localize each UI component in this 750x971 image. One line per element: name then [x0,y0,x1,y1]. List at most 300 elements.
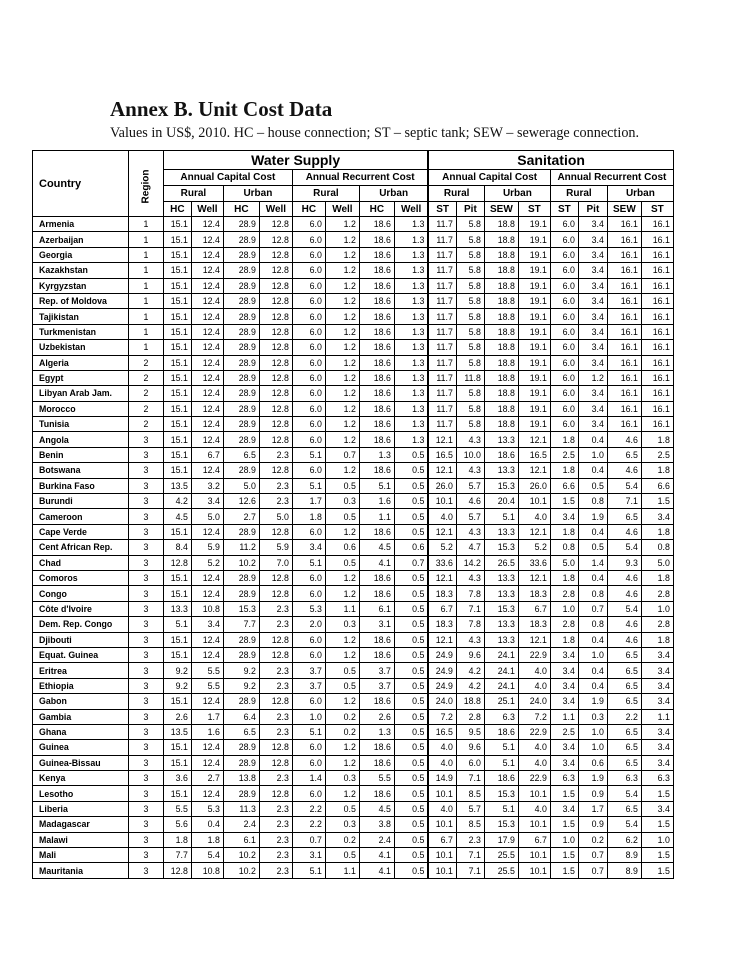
value-cell: 28.9 [223,524,259,539]
value-cell: 5.7 [456,509,484,524]
value-cell: 18.6 [359,401,394,416]
value-cell: 28.9 [223,417,259,432]
value-cell: 12.8 [259,570,292,585]
country-cell: Tajikistan [33,309,129,324]
value-cell: 12.4 [191,632,223,647]
country-cell: Cape Verde [33,524,129,539]
value-cell: 6.3 [607,771,641,786]
value-cell: 1.3 [394,340,428,355]
value-cell: 1.1 [359,509,394,524]
value-cell: 6.0 [292,570,325,585]
value-cell: 5.7 [456,478,484,493]
value-cell: 33.6 [518,555,550,570]
value-cell: 1.7 [292,494,325,509]
value-cell: 18.6 [359,355,394,370]
value-cell: 18.6 [359,786,394,801]
value-cell: 3.4 [550,801,578,816]
value-cell: 6.0 [550,263,578,278]
value-cell: 12.6 [223,494,259,509]
value-cell: 0.5 [394,447,428,462]
value-cell: 13.3 [484,524,518,539]
value-cell: 5.8 [456,324,484,339]
value-cell: 24.9 [428,678,456,693]
value-cell: 1.2 [325,293,359,308]
country-cell: Azerbaijan [33,232,129,247]
value-cell: 1.2 [325,217,359,232]
value-cell: 1.3 [394,417,428,432]
value-cell: 11.7 [428,401,456,416]
country-cell: Congo [33,586,129,601]
value-cell: 1.0 [641,601,673,616]
value-cell: 1.6 [191,724,223,739]
table-row [33,494,674,509]
value-cell: 15.1 [163,340,191,355]
value-cell: 5.4 [607,540,641,555]
value-cell: 6.0 [292,647,325,662]
value-cell: 0.5 [394,570,428,585]
value-cell: 12.8 [259,232,292,247]
value-cell: 4.0 [518,755,550,770]
value-cell: 0.5 [394,709,428,724]
table-row [33,463,674,478]
value-cell: 1.2 [325,355,359,370]
country-cell: Libyan Arab Jam. [33,386,129,401]
value-cell: 12.8 [259,340,292,355]
value-cell: 13.3 [484,432,518,447]
region-cell: 3 [129,463,164,478]
value-cell: 12.8 [259,293,292,308]
region-cell: 3 [129,632,164,647]
value-cell: 22.9 [518,724,550,739]
value-cell: 2.2 [292,817,325,832]
value-cell: 16.1 [641,309,673,324]
value-cell: 5.1 [484,801,518,816]
value-cell: 2.8 [550,586,578,601]
value-cell: 3.8 [359,817,394,832]
country-cell: Mali [33,848,129,863]
value-cell: 6.5 [607,694,641,709]
value-cell: 5.5 [191,663,223,678]
value-cell: 0.8 [578,586,607,601]
value-cell: 10.0 [456,447,484,462]
region-column-header: Region [129,151,164,217]
value-cell: 5.2 [428,540,456,555]
value-cell: 3.4 [641,663,673,678]
value-cell: 4.6 [607,617,641,632]
value-cell: 18.8 [484,293,518,308]
value-cell: 6.5 [607,647,641,662]
value-cell: 3.4 [641,647,673,662]
value-cell: 0.5 [394,617,428,632]
value-cell: 13.8 [223,771,259,786]
value-cell: 12.4 [191,309,223,324]
value-cell: 16.1 [641,278,673,293]
value-cell: 0.8 [578,617,607,632]
value-cell: 16.1 [641,324,673,339]
value-cell: 0.5 [394,724,428,739]
value-cell: 12.1 [428,632,456,647]
country-cell: Gambia [33,709,129,724]
value-cell: 0.4 [578,463,607,478]
region-cell: 3 [129,848,164,863]
value-cell: 19.1 [518,370,550,385]
value-cell: 6.7 [191,447,223,462]
value-cell: 4.3 [456,570,484,585]
region-cell: 3 [129,709,164,724]
value-cell: 6.0 [550,232,578,247]
value-cell: 10.2 [223,848,259,863]
value-cell: 18.6 [359,586,394,601]
value-cell: 1.5 [641,786,673,801]
value-cell: 12.8 [259,524,292,539]
value-cell: 4.6 [607,570,641,585]
value-cell: 11.8 [456,370,484,385]
value-cell: 18.6 [359,694,394,709]
value-cell: 8.5 [456,817,484,832]
value-cell: 15.1 [163,570,191,585]
value-cell: 6.0 [456,755,484,770]
value-cell: 18.6 [359,463,394,478]
country-cell: Turkmenistan [33,324,129,339]
value-cell: 0.7 [292,832,325,847]
value-cell: 19.1 [518,355,550,370]
value-cell: 18.6 [359,232,394,247]
value-cell: 1.0 [578,447,607,462]
value-cell: 0.5 [394,601,428,616]
value-cell: 18.8 [484,309,518,324]
page-subtitle: Values in US$, 2010. HC – house connection; ST – septic tank; SEW – sewerage connection. [110,125,640,141]
table-row [33,417,674,432]
value-cell: 0.5 [394,771,428,786]
value-cell: 3.4 [292,540,325,555]
value-cell: 1.5 [550,786,578,801]
value-cell: 3.4 [578,340,607,355]
value-cell: 5.1 [292,478,325,493]
value-cell: 4.6 [607,524,641,539]
value-cell: 3.1 [359,617,394,632]
value-cell: 24.9 [428,663,456,678]
table-row [33,324,674,339]
value-cell: 3.4 [578,417,607,432]
value-cell: 6.0 [292,386,325,401]
value-cell: 0.5 [394,817,428,832]
value-cell: 2.3 [456,832,484,847]
region-cell: 3 [129,586,164,601]
value-cell: 0.5 [394,463,428,478]
table-row [33,217,674,232]
value-cell: 12.4 [191,432,223,447]
value-cell: 4.2 [456,678,484,693]
value-cell: 12.4 [191,417,223,432]
value-cell: 3.1 [292,848,325,863]
value-cell: 4.0 [428,740,456,755]
value-cell: 16.1 [607,324,641,339]
value-cell: 2.8 [641,586,673,601]
value-cell: 6.7 [428,601,456,616]
value-cell: 1.5 [641,494,673,509]
sanitation-subcol-header: Pit [578,202,607,217]
value-cell: 16.1 [607,355,641,370]
table-row [33,801,674,816]
value-cell: 3.4 [550,663,578,678]
value-cell: 10.1 [518,863,550,878]
country-cell: Cent African Rep. [33,540,129,555]
value-cell: 7.7 [223,617,259,632]
value-cell: 7.1 [607,494,641,509]
value-cell: 2.3 [259,771,292,786]
value-cell: 15.1 [163,263,191,278]
water-subcol-header: HC [163,202,191,217]
value-cell: 7.2 [428,709,456,724]
value-cell: 10.1 [428,863,456,878]
value-cell: 2.3 [259,478,292,493]
value-cell: 1.5 [550,494,578,509]
value-cell: 6.0 [292,740,325,755]
value-cell: 0.4 [578,678,607,693]
value-cell: 0.5 [394,663,428,678]
value-cell: 1.8 [550,524,578,539]
value-cell: 18.3 [428,586,456,601]
value-cell: 5.5 [163,801,191,816]
region-cell: 3 [129,724,164,739]
value-cell: 3.4 [578,401,607,416]
value-cell: 14.2 [456,555,484,570]
value-cell: 6.2 [607,832,641,847]
value-cell: 19.1 [518,247,550,262]
value-cell: 2.8 [456,709,484,724]
value-cell: 2.3 [259,601,292,616]
value-cell: 2.3 [259,709,292,724]
value-cell: 4.6 [607,586,641,601]
value-cell: 1.8 [641,632,673,647]
value-cell: 13.3 [484,632,518,647]
value-cell: 1.0 [292,709,325,724]
value-cell: 0.4 [578,663,607,678]
value-cell: 4.7 [456,540,484,555]
country-cell: Guinea-Bissau [33,755,129,770]
value-cell: 18.8 [484,232,518,247]
value-cell: 3.4 [550,740,578,755]
value-cell: 1.2 [578,370,607,385]
value-cell: 2.4 [223,817,259,832]
value-cell: 0.5 [325,848,359,863]
table-row [33,524,674,539]
value-cell: 4.2 [163,494,191,509]
page-title: Annex B. Unit Cost Data [110,97,333,121]
value-cell: 0.5 [394,632,428,647]
value-cell: 2.3 [259,863,292,878]
value-cell: 11.7 [428,247,456,262]
water-recurrent-cost-header: Annual Recurrent Cost [292,170,428,186]
value-cell: 18.6 [359,340,394,355]
value-cell: 13.3 [484,586,518,601]
value-cell: 10.1 [518,786,550,801]
region-cell: 3 [129,647,164,662]
value-cell: 3.4 [641,678,673,693]
value-cell: 6.4 [223,709,259,724]
value-cell: 3.4 [550,647,578,662]
value-cell: 18.6 [484,447,518,462]
value-cell: 6.5 [607,755,641,770]
sanitation-recurrent-urban-header: Urban [607,186,673,202]
value-cell: 6.0 [550,340,578,355]
value-cell: 2.3 [259,678,292,693]
value-cell: 8.9 [607,863,641,878]
value-cell: 16.1 [641,247,673,262]
value-cell: 4.0 [428,755,456,770]
table-row [33,848,674,863]
country-cell: Equat. Guinea [33,647,129,662]
region-cell: 3 [129,478,164,493]
value-cell: 1.0 [641,832,673,847]
value-cell: 15.3 [484,478,518,493]
value-cell: 12.1 [518,570,550,585]
value-cell: 0.3 [325,771,359,786]
value-cell: 0.5 [394,801,428,816]
value-cell: 18.6 [359,524,394,539]
value-cell: 12.4 [191,694,223,709]
country-cell: Côte d'Ivoire [33,601,129,616]
country-cell: Egypt [33,370,129,385]
value-cell: 1.3 [394,247,428,262]
table-row [33,678,674,693]
value-cell: 15.1 [163,786,191,801]
region-cell: 3 [129,617,164,632]
value-cell: 16.1 [607,247,641,262]
value-cell: 5.5 [359,771,394,786]
value-cell: 1.2 [325,324,359,339]
value-cell: 18.8 [484,324,518,339]
value-cell: 6.0 [292,524,325,539]
value-cell: 1.3 [394,401,428,416]
value-cell: 5.2 [518,540,550,555]
value-cell: 12.8 [259,694,292,709]
value-cell: 25.5 [484,848,518,863]
value-cell: 9.6 [456,740,484,755]
value-cell: 6.5 [607,663,641,678]
value-cell: 0.7 [578,863,607,878]
value-cell: 0.5 [325,555,359,570]
value-cell: 18.8 [484,370,518,385]
value-cell: 2.3 [259,494,292,509]
water-subcol-header: HC [359,202,394,217]
value-cell: 11.7 [428,217,456,232]
value-cell: 5.8 [456,355,484,370]
value-cell: 9.3 [607,555,641,570]
value-cell: 4.0 [518,740,550,755]
region-cell: 1 [129,232,164,247]
value-cell: 5.1 [163,617,191,632]
value-cell: 12.4 [191,401,223,416]
value-cell: 4.0 [518,678,550,693]
value-cell: 15.1 [163,232,191,247]
value-cell: 1.1 [641,709,673,724]
value-cell: 5.0 [259,509,292,524]
value-cell: 9.5 [456,724,484,739]
value-cell: 12.1 [518,432,550,447]
value-cell: 1.8 [550,570,578,585]
region-cell: 1 [129,293,164,308]
value-cell: 15.1 [163,293,191,308]
value-cell: 12.4 [191,263,223,278]
value-cell: 12.1 [518,524,550,539]
sanitation-capital-cost-header: Annual Capital Cost [428,170,550,186]
value-cell: 19.1 [518,232,550,247]
country-cell: Gabon [33,694,129,709]
sanitation-subcol-header: ST [428,202,456,217]
value-cell: 5.1 [292,447,325,462]
table-row [33,370,674,385]
value-cell: 19.1 [518,309,550,324]
value-cell: 11.7 [428,417,456,432]
region-cell: 3 [129,817,164,832]
value-cell: 2.7 [223,509,259,524]
value-cell: 2.8 [641,617,673,632]
value-cell: 3.7 [292,663,325,678]
value-cell: 6.3 [641,771,673,786]
value-cell: 28.9 [223,647,259,662]
value-cell: 5.1 [484,509,518,524]
value-cell: 10.2 [223,863,259,878]
country-cell: Malawi [33,832,129,847]
value-cell: 2.5 [550,724,578,739]
value-cell: 3.4 [641,801,673,816]
value-cell: 0.5 [394,678,428,693]
value-cell: 8.5 [456,786,484,801]
value-cell: 15.1 [163,278,191,293]
value-cell: 19.1 [518,417,550,432]
value-cell: 3.4 [578,232,607,247]
value-cell: 2.4 [359,832,394,847]
value-cell: 25.1 [484,694,518,709]
value-cell: 15.1 [163,370,191,385]
value-cell: 28.9 [223,386,259,401]
value-cell: 5.8 [456,232,484,247]
value-cell: 5.0 [191,509,223,524]
value-cell: 6.0 [550,417,578,432]
country-cell: Cameroon [33,509,129,524]
value-cell: 18.6 [359,263,394,278]
value-cell: 18.6 [359,370,394,385]
value-cell: 14.9 [428,771,456,786]
value-cell: 24.0 [518,694,550,709]
value-cell: 6.0 [550,401,578,416]
value-cell: 0.5 [325,478,359,493]
value-cell: 1.3 [394,370,428,385]
region-cell: 3 [129,601,164,616]
value-cell: 9.2 [163,678,191,693]
value-cell: 1.3 [394,293,428,308]
value-cell: 6.0 [292,755,325,770]
value-cell: 5.3 [191,801,223,816]
value-cell: 0.6 [325,540,359,555]
value-cell: 15.1 [163,694,191,709]
table-row [33,755,674,770]
value-cell: 15.1 [163,755,191,770]
value-cell: 7.1 [456,771,484,786]
value-cell: 2.0 [292,617,325,632]
value-cell: 12.8 [259,647,292,662]
country-cell: Comoros [33,570,129,585]
value-cell: 0.5 [394,832,428,847]
region-cell: 3 [129,678,164,693]
value-cell: 0.4 [578,524,607,539]
value-cell: 2.2 [607,709,641,724]
value-cell: 10.1 [518,494,550,509]
value-cell: 18.6 [359,293,394,308]
table-row [33,863,674,878]
value-cell: 6.7 [518,601,550,616]
